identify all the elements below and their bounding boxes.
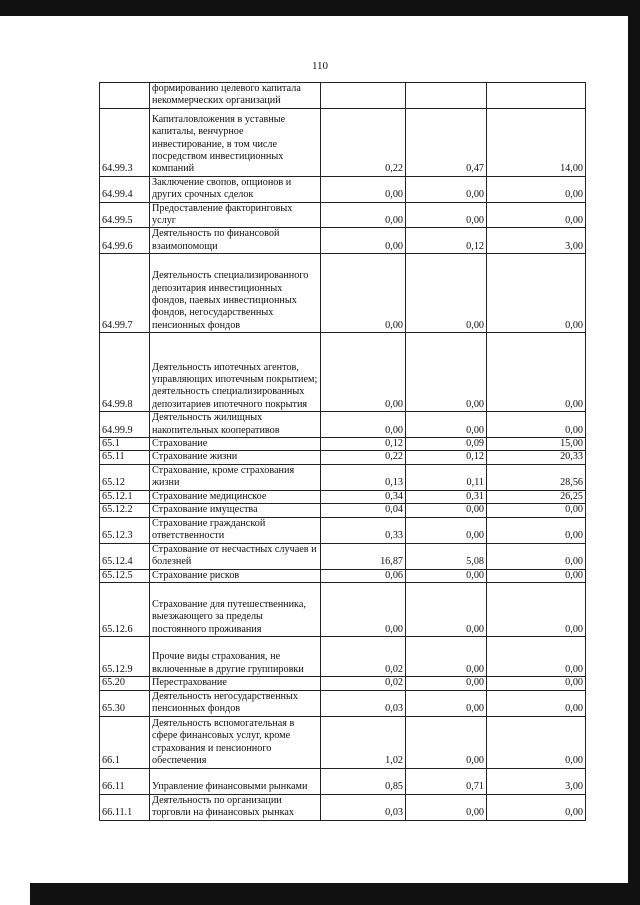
value-2-cell: 0,00: [406, 583, 487, 637]
activity-name-cell: Страхование жизни: [150, 451, 321, 464]
value-2-cell: 0,31: [406, 490, 487, 503]
activity-name-cell: Страхование от несчастных случаев и болезней: [150, 543, 321, 569]
value-1-cell: 0,02: [321, 637, 406, 677]
activity-name-cell: Страхование имущества: [150, 504, 321, 517]
value-3-cell: [487, 83, 586, 109]
table-row: [100, 490, 586, 503]
table-row: [100, 108, 586, 176]
activity-name-cell: Деятельность жилищных накопительных кооперативов: [150, 412, 321, 438]
value-1-cell: 0,02: [321, 677, 406, 690]
value-3-cell: 0,00: [487, 716, 586, 768]
table-row: [100, 464, 586, 490]
value-3-cell: 0,00: [487, 176, 586, 202]
okved-code-cell: 65.12: [100, 464, 150, 490]
value-2-cell: 0,47: [406, 108, 487, 176]
value-1-cell: 0,03: [321, 690, 406, 716]
value-3-cell: 0,00: [487, 333, 586, 412]
okved-code-cell: 66.11: [100, 768, 150, 794]
value-2-cell: 0,09: [406, 438, 487, 451]
okved-code-cell: 64.99.7: [100, 254, 150, 333]
page-number: 110: [311, 60, 329, 72]
value-1-cell: 0,04: [321, 504, 406, 517]
value-2-cell: 0,00: [406, 677, 487, 690]
value-2-cell: 0,00: [406, 569, 487, 582]
table-row: [100, 517, 586, 543]
table-row: [100, 677, 586, 690]
value-3-cell: 20,33: [487, 451, 586, 464]
value-1-cell: [321, 83, 406, 109]
okved-code-cell: [100, 83, 150, 109]
value-1-cell: 0,00: [321, 228, 406, 254]
value-2-cell: 0,00: [406, 202, 487, 228]
okved-code-cell: 64.99.4: [100, 176, 150, 202]
value-3-cell: 0,00: [487, 690, 586, 716]
value-3-cell: 15,00: [487, 438, 586, 451]
scan-border-bottom: [30, 883, 640, 905]
scan-border-top: [0, 0, 640, 16]
activity-name-cell: формированию целевого капитала некоммерческих организаций: [150, 83, 321, 109]
table-row: [100, 451, 586, 464]
table-row: [100, 569, 586, 582]
value-2-cell: 0,12: [406, 228, 487, 254]
table-row: [100, 794, 586, 820]
value-3-cell: 0,00: [487, 637, 586, 677]
okved-code-cell: 65.1: [100, 438, 150, 451]
value-3-cell: 0,00: [487, 504, 586, 517]
value-3-cell: 3,00: [487, 228, 586, 254]
okved-code-cell: 64.99.9: [100, 412, 150, 438]
value-1-cell: 0,22: [321, 108, 406, 176]
okved-code-cell: 66.11.1: [100, 794, 150, 820]
okved-code-cell: 64.99.8: [100, 333, 150, 412]
okved-code-cell: 65.11: [100, 451, 150, 464]
value-2-cell: 0,00: [406, 504, 487, 517]
activity-name-cell: Предоставление факторинговых услуг: [150, 202, 321, 228]
okved-code-cell: 65.12.4: [100, 543, 150, 569]
value-3-cell: 28,56: [487, 464, 586, 490]
okved-code-cell: 65.12.3: [100, 517, 150, 543]
okved-code-cell: 65.12.1: [100, 490, 150, 503]
activity-name-cell: Перестрахование: [150, 677, 321, 690]
table-body: [100, 83, 586, 821]
value-2-cell: 0,00: [406, 176, 487, 202]
value-1-cell: 0,00: [321, 583, 406, 637]
value-2-cell: 0,71: [406, 768, 487, 794]
value-1-cell: 0,00: [321, 202, 406, 228]
activity-name-cell: Деятельность вспомогательная в сфере финансовых услуг, кроме страхования и пенсионного обеспечения: [150, 716, 321, 768]
okved-code-cell: 65.20: [100, 677, 150, 690]
value-3-cell: 26,25: [487, 490, 586, 503]
value-3-cell: 0,00: [487, 254, 586, 333]
value-3-cell: 0,00: [487, 543, 586, 569]
activity-name-cell: Страхование: [150, 438, 321, 451]
activity-name-cell: Страхование рисков: [150, 569, 321, 582]
value-2-cell: 0,00: [406, 637, 487, 677]
table-row: [100, 176, 586, 202]
value-2-cell: 0,00: [406, 254, 487, 333]
okved-code-cell: 64.99.6: [100, 228, 150, 254]
table-row: [100, 438, 586, 451]
table-row: [100, 83, 586, 109]
table-row: [100, 228, 586, 254]
value-1-cell: 0,03: [321, 794, 406, 820]
okved-code-cell: 65.12.2: [100, 504, 150, 517]
value-3-cell: 14,00: [487, 108, 586, 176]
activity-name-cell: Страхование медицинское: [150, 490, 321, 503]
value-1-cell: 0,13: [321, 464, 406, 490]
value-1-cell: 0,00: [321, 176, 406, 202]
value-3-cell: 0,00: [487, 517, 586, 543]
table-row: [100, 202, 586, 228]
okved-code-cell: 65.12.9: [100, 637, 150, 677]
value-1-cell: 0,00: [321, 333, 406, 412]
okved-code-cell: 66.1: [100, 716, 150, 768]
table-row: [100, 333, 586, 412]
activity-name-cell: Капиталовложения в уставные капиталы, венчурное инвестирование, в том числе посредством инвестиционных компаний: [150, 108, 321, 176]
activity-name-cell: Страхование для путешественника, выезжающего за пределы постоянного проживания: [150, 583, 321, 637]
value-2-cell: 0,00: [406, 716, 487, 768]
okved-code-cell: 65.30: [100, 690, 150, 716]
table-row: [100, 583, 586, 637]
scan-border-right: [628, 0, 640, 905]
activity-name-cell: Страхование, кроме страхования жизни: [150, 464, 321, 490]
value-1-cell: 0,22: [321, 451, 406, 464]
value-1-cell: 0,85: [321, 768, 406, 794]
value-1-cell: 0,33: [321, 517, 406, 543]
activity-name-cell: Деятельность по финансовой взаимопомощи: [150, 228, 321, 254]
table-row: [100, 543, 586, 569]
value-3-cell: 0,00: [487, 412, 586, 438]
activity-name-cell: Деятельность ипотечных агентов, управляющих ипотечным покрытием; деятельность специализированных депозитариев ипотечного покрытия: [150, 333, 321, 412]
activity-name-cell: Страхование гражданской ответственности: [150, 517, 321, 543]
activity-name-cell: Деятельность негосударственных пенсионных фондов: [150, 690, 321, 716]
value-1-cell: 0,06: [321, 569, 406, 582]
table-row: [100, 412, 586, 438]
value-2-cell: 0,00: [406, 333, 487, 412]
activity-name-cell: Прочие виды страхования, не включенные в другие группировки: [150, 637, 321, 677]
value-2-cell: 0,00: [406, 690, 487, 716]
table-row: [100, 254, 586, 333]
value-1-cell: 0,00: [321, 254, 406, 333]
value-2-cell: 0,00: [406, 412, 487, 438]
activity-table: [99, 82, 586, 821]
table-row: [100, 637, 586, 677]
value-1-cell: 0,00: [321, 412, 406, 438]
table-row: [100, 690, 586, 716]
value-1-cell: 1,02: [321, 716, 406, 768]
okved-code-cell: 64.99.3: [100, 108, 150, 176]
value-3-cell: 0,00: [487, 569, 586, 582]
activity-name-cell: Деятельность по организации торговли на финансовых рынках: [150, 794, 321, 820]
value-1-cell: 0,12: [321, 438, 406, 451]
value-2-cell: [406, 83, 487, 109]
value-3-cell: 0,00: [487, 202, 586, 228]
value-2-cell: 0,00: [406, 517, 487, 543]
value-2-cell: 0,12: [406, 451, 487, 464]
activity-name-cell: Деятельность специализированного депозитария инвестиционных фондов, паевых инвестиционных фондов, негосударственных пенсионных фондов: [150, 254, 321, 333]
okved-code-cell: 64.99.5: [100, 202, 150, 228]
activity-name-cell: Управление финансовыми рынками: [150, 768, 321, 794]
value-1-cell: 0,34: [321, 490, 406, 503]
value-2-cell: 5,08: [406, 543, 487, 569]
table-row: [100, 716, 586, 768]
okved-code-cell: 65.12.6: [100, 583, 150, 637]
value-3-cell: 3,00: [487, 768, 586, 794]
table-row: [100, 504, 586, 517]
value-2-cell: 0,11: [406, 464, 487, 490]
activity-name-cell: Заключение свопов, опционов и других срочных сделок: [150, 176, 321, 202]
value-3-cell: 0,00: [487, 794, 586, 820]
table-row: [100, 768, 586, 794]
okved-code-cell: 65.12.5: [100, 569, 150, 582]
value-1-cell: 16,87: [321, 543, 406, 569]
value-3-cell: 0,00: [487, 583, 586, 637]
value-2-cell: 0,00: [406, 794, 487, 820]
value-3-cell: 0,00: [487, 677, 586, 690]
